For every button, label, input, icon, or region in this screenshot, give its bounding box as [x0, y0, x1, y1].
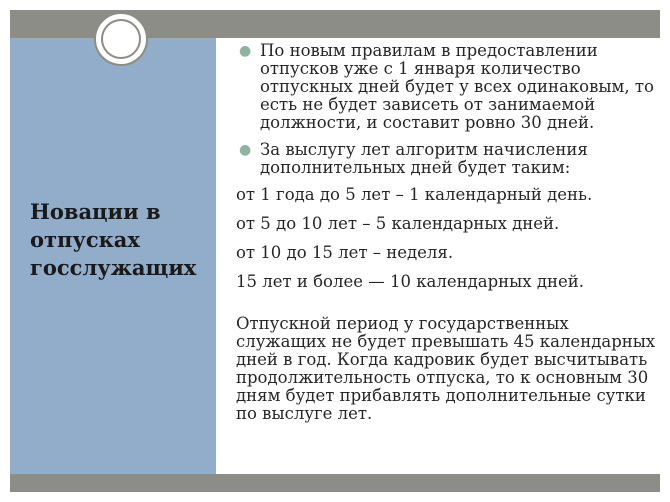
title-panel — [10, 38, 216, 474]
slide-frame — [10, 10, 660, 492]
bullet-item — [236, 42, 660, 132]
closing-paragraph: Отпускной период у государственных служащих не будет превышать 45 календарных дней в год. Когда кадровик будет высчитывать продолжительность отпуска, то к основным 30 дням будет прибавлять дополнительные сутки по выслуге лет. — [236, 314, 656, 423]
schedule-line: от 10 до 15 лет – неделя. — [236, 243, 454, 262]
schedule-line: 15 лет и более — 10 календарных дней. — [236, 272, 585, 291]
bottom-band — [10, 474, 660, 492]
schedule-line: от 1 года до 5 лет – 1 календарный день. — [236, 185, 593, 204]
circle-bullet-icon: ● — [239, 142, 252, 158]
slide-title: Новации в отпусках госслужащих — [30, 199, 197, 280]
slide-body — [236, 42, 660, 423]
inner-ring — [101, 19, 141, 59]
bullet-text: По новым правилам в предоставлении отпусков уже с 1 января количество отпускных дней будет у всех одинаковым, то есть не будет зависеть от занимаемой должности, и составит ровно 30 дней. — [260, 41, 654, 132]
circle-ornament-icon — [94, 12, 148, 66]
bullet-text: За выслугу лет алгоритм начисления дополнительных дней будет таким: — [260, 140, 588, 177]
bullet-item — [236, 141, 660, 177]
schedule-line: от 5 до 10 лет – 5 календарных дней. — [236, 214, 560, 233]
circle-bullet-icon: ● — [239, 43, 252, 59]
